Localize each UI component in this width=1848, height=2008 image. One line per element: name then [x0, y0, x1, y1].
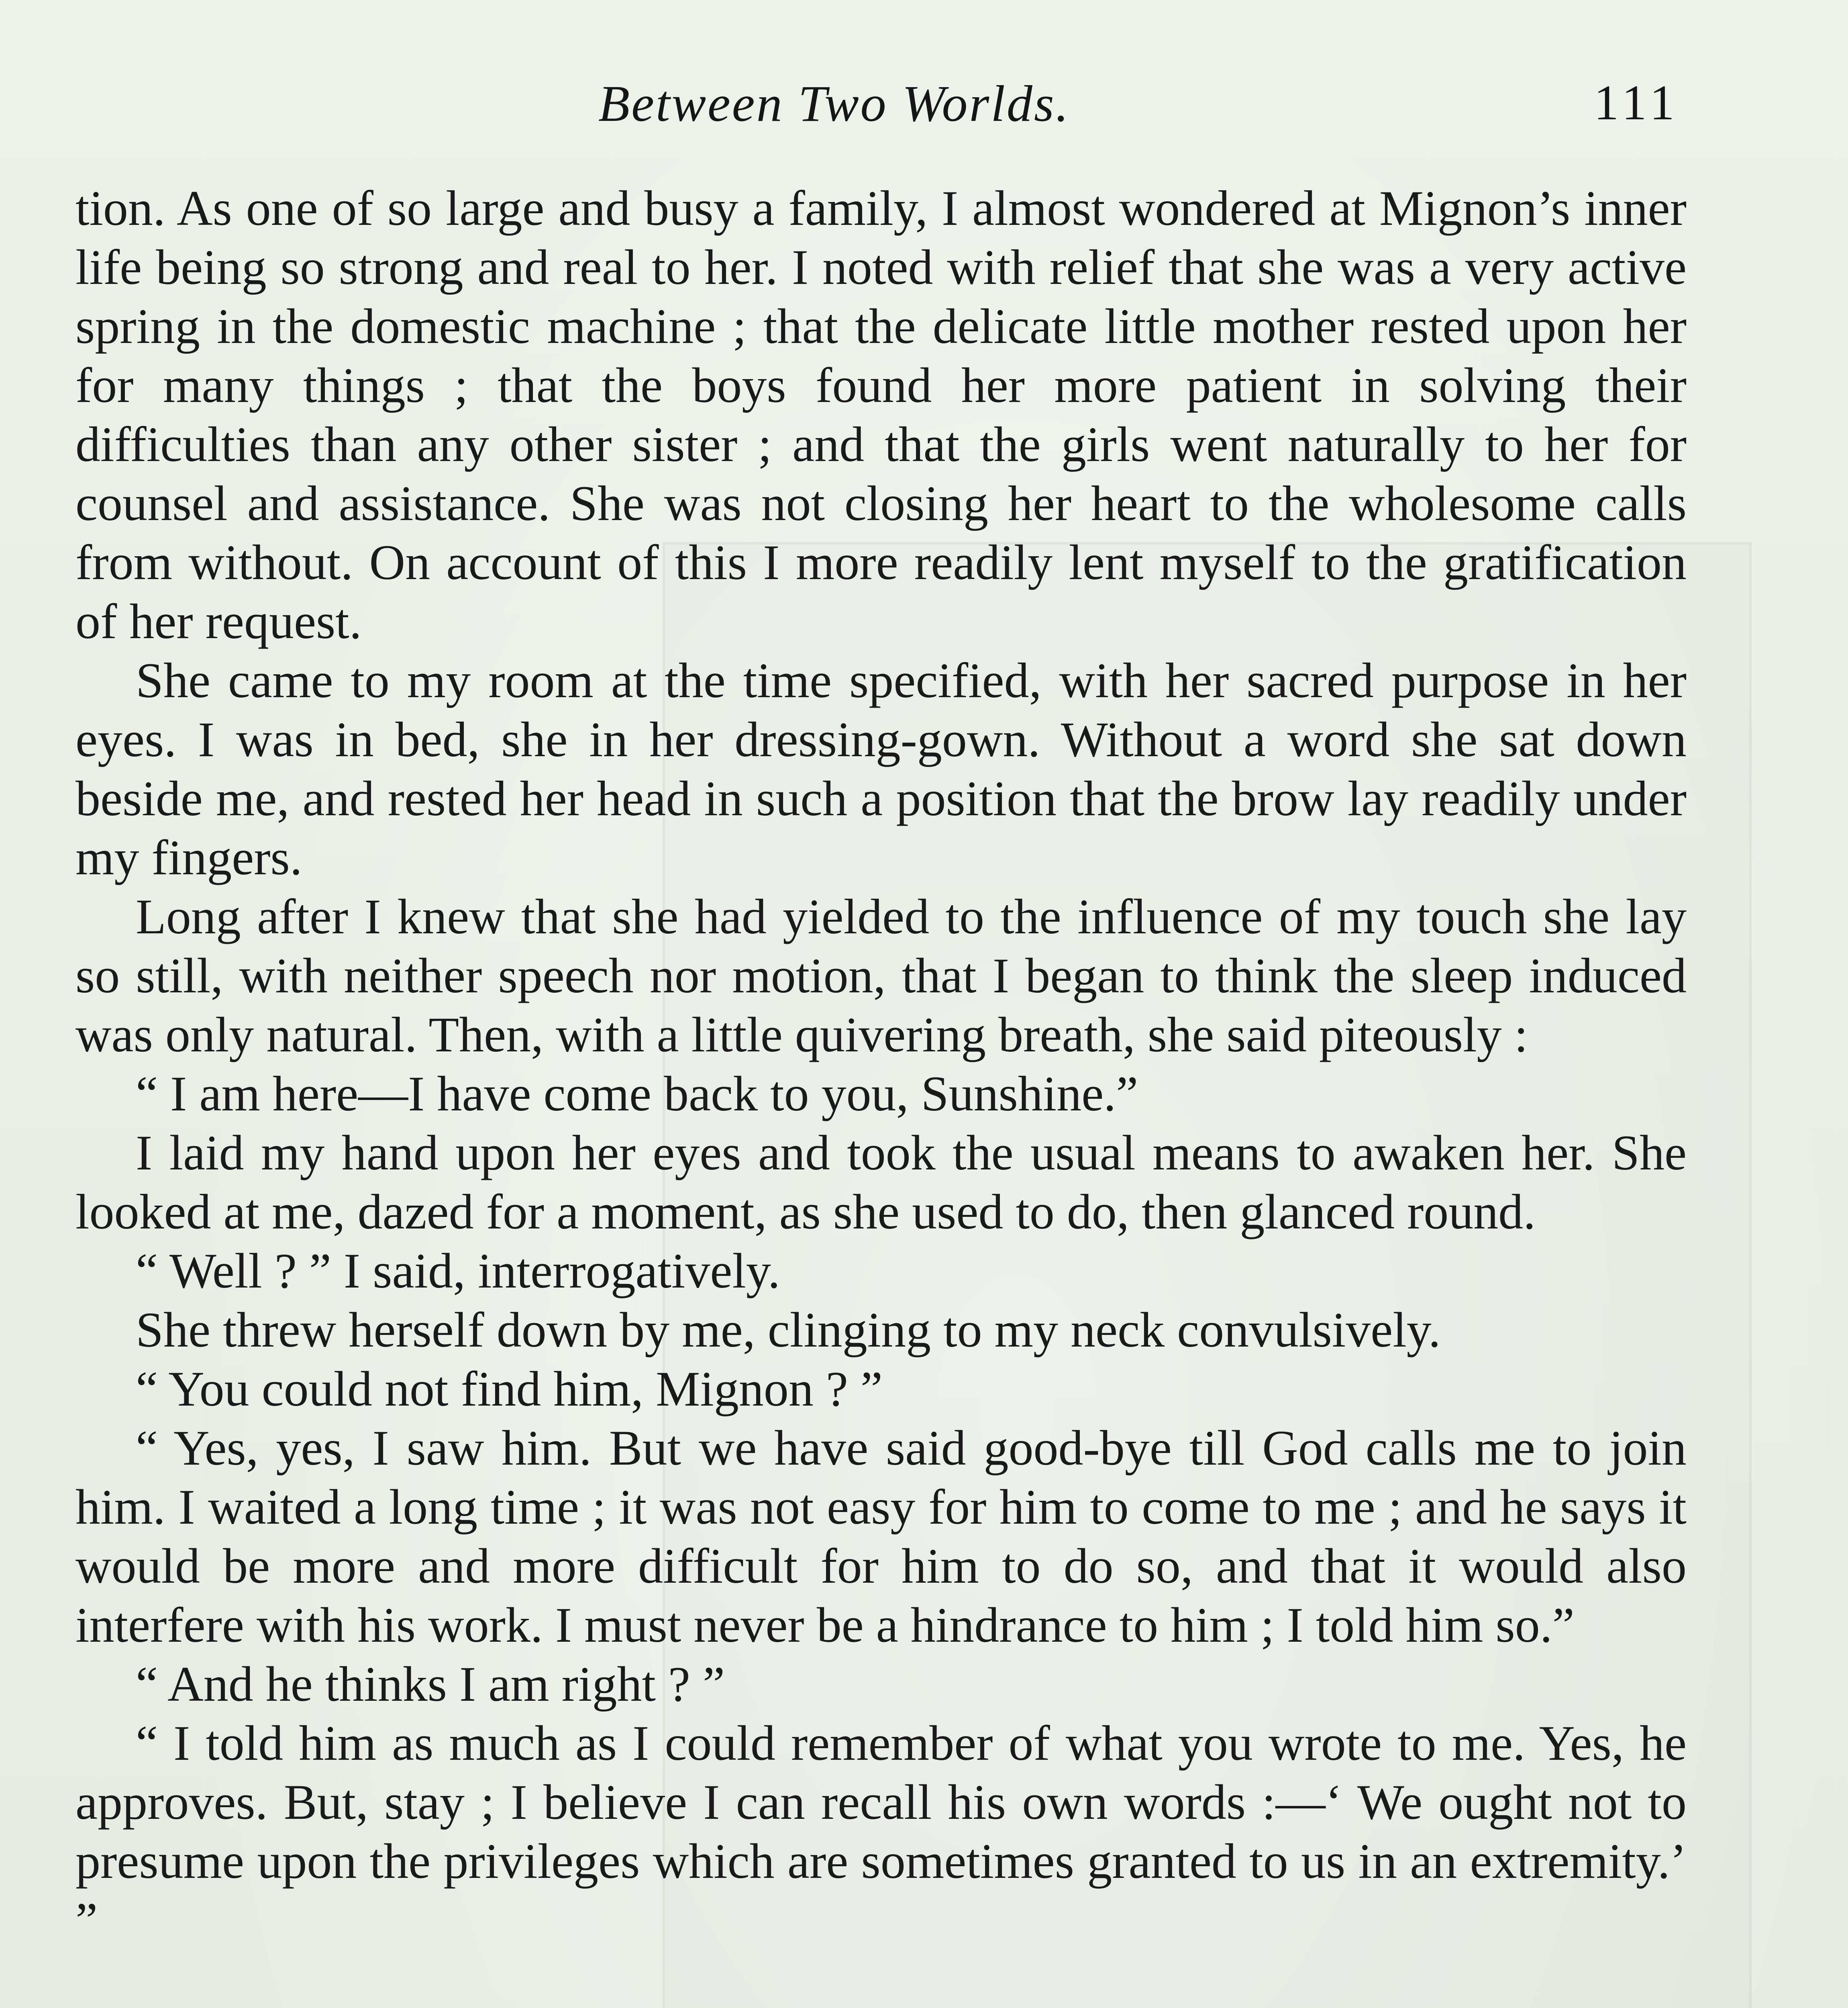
paragraph: “ I am here—I have come back to you, Sunshine.”	[136, 1066, 1138, 1121]
paragraph: Long after I knew that she had yielded to the influence of my touch she lay so still, with neither speech nor motion, that I began to think the sleep induced was only natural. Then, with a little quivering breath, she said piteously :	[75, 889, 1687, 1062]
paragraph: “ And he thinks I am right ? ”	[136, 1657, 725, 1712]
paragraph: I laid my hand upon her eyes and took the usual means to awaken her. She looked at me, dazed for a moment, as she used to do, then glanced round.	[75, 1125, 1687, 1239]
running-head	[0, 74, 1848, 139]
paragraph: tion. As one of so large and busy a family, I almost wondered at Mignon’s inner life being so strong and real to her. I noted with relief that she was a very active spring in the domestic machine ; that the delicate little mother rested upon her for many things ; that the boys found her more patient in solving their difficulties than any other sister ; and that the girls went naturally to her for counsel and assistance. She was not closing her heart to the wholesome calls from without. On account of this I more readily lent myself to the gratification of her request.	[75, 181, 1687, 649]
paragraph: “ Well ? ” I said, interrogatively.	[136, 1243, 780, 1298]
paragraph: “ You could not find him, Mignon ? ”	[136, 1361, 883, 1416]
page-number: 111	[1594, 75, 1679, 130]
paragraph: “ Yes, yes, I saw him. But we have said good-bye till God calls me to join him. I waited a long time ; it was not easy for him to come to me ; and he says it would be more and more difficult for him to do so, and that it would also interfere with his work. I must never be a hindrance to him ; I told him so.”	[75, 1420, 1687, 1653]
running-title: Between Two Worlds.	[598, 75, 1070, 132]
paragraph: She threw herself down by me, clinging to my neck convulsively.	[136, 1302, 1441, 1357]
paragraph: “ I told him as much as I could remember of what you wrote to me. Yes, he approves. But, stay ; I believe I can recall his own words :—‘ We ought not to presume upon the privileges which are sometimes granted to us in an extremity.’ ”	[75, 1716, 1687, 1948]
paragraph: She came to my room at the time specified, with her sacred purpose in her eyes. I was in bed, she in her dressing-gown. Without a word she sat down beside me, and rested her head in such a position that the brow lay readily under my fingers.	[75, 653, 1687, 885]
body-text	[75, 179, 1687, 2008]
